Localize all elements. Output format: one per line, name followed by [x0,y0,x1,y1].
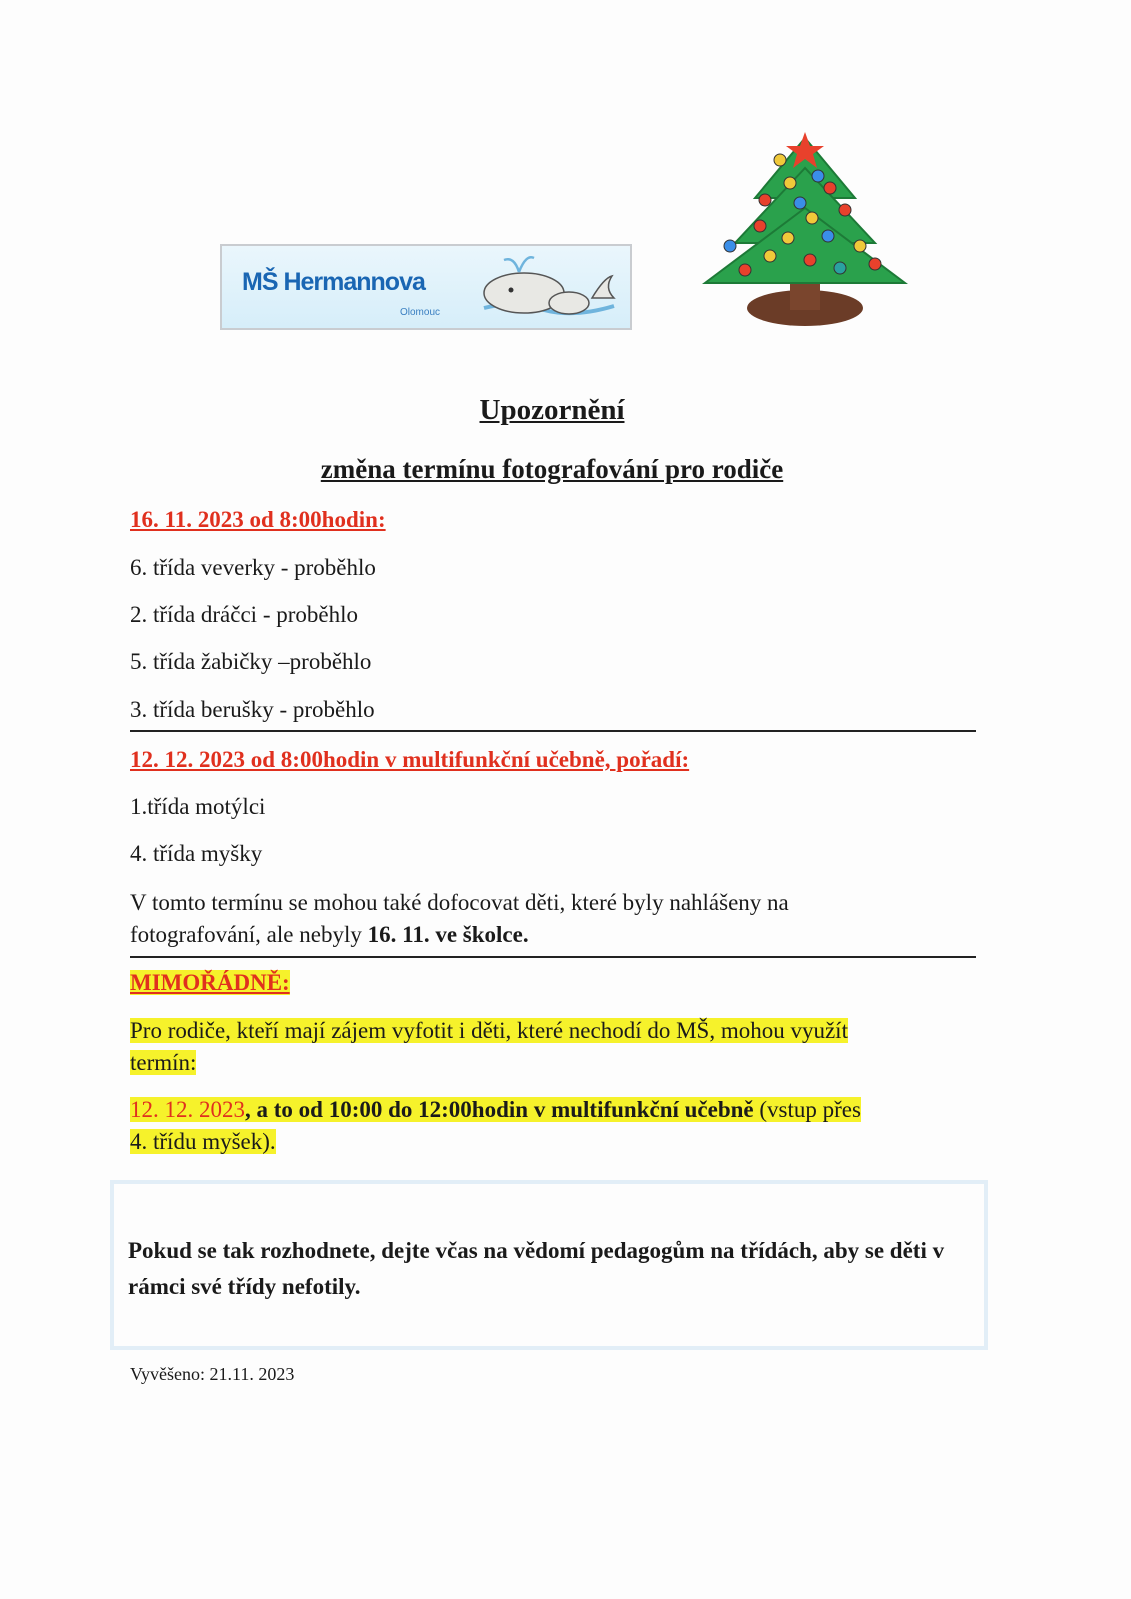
special-line-4 [130,1129,276,1155]
divider [130,730,976,732]
logo-city: Olomouc [400,307,441,318]
section2-note-2 [130,922,529,948]
list-item: 5. třída žabičky –proběhlo [130,649,372,674]
special-line-3 [130,1097,861,1123]
notice-text: Pokud se tak rozhodnete, dejte včas na vědomí pedagogům na třídách, aby se děti v rámci své třídy nefotily. [128,1238,945,1299]
special-text: 4. třídu myšek). [130,1129,276,1154]
special-entry: (vstup přes [753,1097,861,1122]
list-item: 4. třída myšky [130,841,263,866]
logo-name: MŠ Hermannova [242,268,425,296]
list-item: 6. třída veverky - proběhlo [130,555,376,580]
page-subtitle: změna termínu fotografování pro rodiče [320,454,784,484]
note-bold: 16. 11. ve školce. [367,922,529,947]
special-line-1 [130,1018,848,1044]
special-heading: MIMOŘÁDNĚ: [130,970,290,995]
special-text: Pro rodiče, kteří mají zájem vyfotit i děti, které nechodí do MŠ, mohou využít [130,1018,848,1043]
divider [130,956,976,958]
list-item: 1.třída motýlci [130,794,266,819]
school-logo [220,244,632,330]
special-text: termín: [130,1050,197,1075]
christmas-tree-icon [700,128,910,340]
list-item: 2. třída dráčci - proběhlo [130,602,358,627]
list-item: 3. třída berušky - proběhlo [130,697,375,722]
page-title: Upozornění [479,394,625,426]
whale-icon [474,248,624,328]
section2-heading: 12. 12. 2023 od 8:00hodin v multifunkční učebně, pořadí: [130,747,690,772]
section2-note: V tomto termínu se mohou také dofocovat děti, které byly nahlášeny na [130,890,789,915]
note-plain: fotografování, ale nebyly [130,922,368,947]
posted-date: Vyvěšeno: 21.11. 2023 [130,1364,295,1384]
special-heading-row [130,970,290,996]
special-date: 12. 12. 2023 [130,1097,245,1122]
section1-heading: 16. 11. 2023 od 8:00hodin: [130,507,386,532]
special-time: , a to od 10:00 do 12:00hodin v multifunkční učebně [245,1097,754,1122]
special-line-2 [130,1050,196,1076]
